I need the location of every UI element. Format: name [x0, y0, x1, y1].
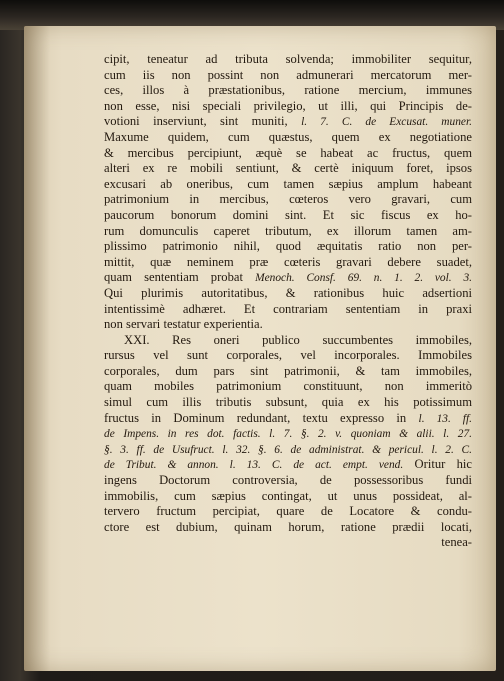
- line-text: excusari ab oneribus, cum tamen sæpius amplum habeant: [104, 176, 472, 191]
- text-line: [104, 364, 472, 380]
- citation-text: Menoch. Consf. 69. n. 1. 2. vol. 3.: [255, 272, 472, 285]
- text-line: [104, 457, 472, 473]
- text-line: [104, 224, 472, 240]
- line-text: immobilis, cum sæpius contingat, ut unus possideat, al-: [104, 488, 472, 503]
- line-text: ingens Doctorum controversia, de possessoribus fundi: [104, 473, 472, 488]
- line-text: votioni inserviunt, sint muniti,: [104, 114, 288, 129]
- line-text: alteri ex re mobili sentiunt, & certè iniquum foret, ipsos: [104, 161, 472, 176]
- citation-text: l. 13. ff.: [418, 412, 472, 425]
- text-line: [104, 99, 472, 115]
- text-line: [104, 130, 472, 146]
- text-line: [104, 333, 472, 349]
- line-text: Maxume quidem, cum quæstus, quem ex negotiatione: [104, 129, 472, 144]
- text-line: [104, 504, 472, 520]
- text-line: [104, 177, 472, 193]
- text-line: [104, 302, 472, 318]
- line-text: non esse, nisi speciali privilegio, ut illi, qui Principis de-: [104, 98, 472, 113]
- text-line: [104, 411, 472, 427]
- citation-text: de Impens. in res dot. factis. l. 7. §. 2. v. quoniam & alii. l. 27.: [104, 428, 472, 441]
- line-text: XXI. Res oneri publico succumbentes immobiles,: [124, 332, 472, 347]
- text-line: [104, 208, 472, 224]
- line-text: Qui plurimis autoritatibus, & rationibus huic adsertioni: [104, 285, 472, 300]
- line-text: cum iis non possint non admunerari mercatorum mer-: [104, 67, 472, 82]
- text-line: [104, 489, 472, 505]
- text-line: [104, 442, 472, 458]
- text-line: [104, 146, 472, 162]
- line-text: corporales, dum pars sint patrimonii, & tam immobiles,: [104, 363, 472, 378]
- line-text: rum domunculis caperet tributum, ex illorum tamen am-: [104, 223, 472, 238]
- text-line: [104, 68, 472, 84]
- line-text: patrimonium in mercibus, cœteros vero gravari, cum: [104, 192, 472, 207]
- catchword: tenea-: [441, 535, 472, 550]
- line-text: ces, illos à præstationibus, ratione mercium, immunes: [104, 83, 472, 98]
- line-text: paucorum bonorum domini sint. Et sic fiscus ex ho-: [104, 207, 472, 222]
- line-text: rursus vel sunt corporales, vel incorporales. Immobiles: [104, 348, 472, 363]
- gutter-shadow: [24, 26, 50, 671]
- text-line: [104, 379, 472, 395]
- citation-text: de Tribut. & annon. l. 13. C. de act. empt. vend.: [104, 459, 404, 472]
- text-line: [104, 473, 472, 489]
- line-text: & mercibus percipiunt, æquè se habeat ac fructus, quem: [104, 145, 472, 160]
- text-line: [104, 395, 472, 411]
- text-line: [104, 239, 472, 255]
- line-text: quam mobiles patrimonium constituunt, non immeritò: [104, 379, 472, 394]
- citation-text: l. 7. C. de Excusat. muner.: [301, 116, 472, 129]
- text-line: [104, 426, 472, 442]
- text-line: [104, 317, 472, 333]
- text-line: [104, 161, 472, 177]
- line-text: intentissimè adhæret. Et contrariam sententiam in praxi: [104, 301, 472, 316]
- text-line: [104, 52, 472, 68]
- body-text: [104, 52, 472, 551]
- line-text: tervero fructum percipiat, quare de Locatore & condu-: [104, 504, 472, 519]
- text-line: [104, 286, 472, 302]
- line-text: simul cum illis tributis subsunt, quia ex his potissimum: [104, 395, 472, 410]
- line-text: ctore est dubium, quinam horum, ratione prædii locati,: [104, 519, 472, 534]
- line-text: fructus in Dominum redundant, textu expresso in: [104, 410, 407, 425]
- text-line: [104, 255, 472, 271]
- text-line: [104, 114, 472, 130]
- text-line: [104, 520, 472, 536]
- line-text: cipit, teneatur ad tributa solvenda; immobiliter sequitur,: [104, 52, 472, 66]
- citation-text: §. 3. ff. de Usufruct. l. 32. §. 6. de administrat. & pericul. l. 2. C.: [104, 443, 472, 456]
- text-line: [104, 83, 472, 99]
- line-text: Oritur hic: [414, 457, 472, 472]
- text-line: [104, 348, 472, 364]
- line-text: plissimo patrimonio nihil, quod æquitatis ratio non per-: [104, 239, 472, 254]
- text-line: [104, 270, 472, 286]
- line-text: mittit, quæ neminem præ cœteris gravari debere suadet,: [104, 254, 472, 269]
- text-line: [104, 192, 472, 208]
- line-text: quam sententiam probat: [104, 270, 243, 285]
- line-text: non servari testatur experientia.: [104, 317, 263, 332]
